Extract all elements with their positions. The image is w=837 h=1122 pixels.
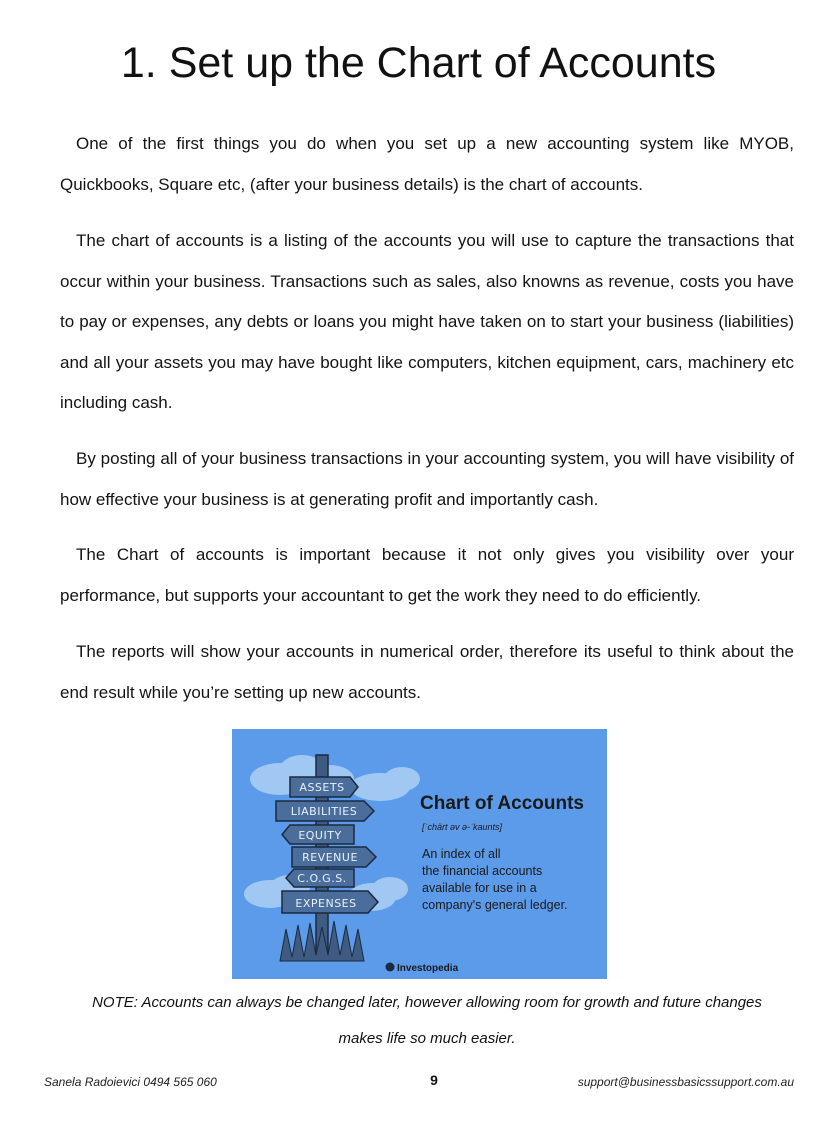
figure-heading: Chart of Accounts [420,793,584,814]
page-number: 9 [430,1072,438,1088]
sign-label-expenses: EXPENSES [295,897,357,910]
sign-label-revenue: REVENUE [302,851,358,864]
figure-definition-line-2: the financial accounts [422,864,543,878]
figure-pronunciation: [ˈchärt əv ə-ˈkaunts] [422,822,503,832]
figure-brand: Investopedia [397,963,459,974]
figure-definition-line-3: available for use in a [422,881,537,895]
figure-definition-line-1: An index of all [422,847,501,861]
grass-shape [280,921,364,961]
sign-label-assets: ASSETS [299,781,345,794]
paragraph-reports: The reports will show your accounts in numerical order, therefore its useful to think about the end result while you’re setting up new accounts. [60,642,794,702]
sign-label-cogs: C.O.G.S. [297,872,347,885]
paragraph-intro: One of the first things you do when you set up a new accounting system like MYOB, Quickbooks, Square etc, (after your business details) is the chart of accounts. [60,134,794,194]
investopedia-logo-icon [386,963,395,972]
footer-email: support@businessbasicssupport.com.au [577,1075,794,1089]
paragraph-importance: The Chart of accounts is important because it not only gives you visibility over your performance, but supports your accountant to get the work they need to do efficiently. [60,545,794,605]
note-line-2: makes life so much easier. [338,1030,516,1047]
figure-definition-line-4: company's general ledger. [422,898,568,912]
footer-author: Sanela Radoievici 0494 565 060 [44,1075,217,1089]
page-title: 1. Set up the Chart of Accounts [120,39,717,87]
note-line-1: NOTE: Accounts can always be changed later, however allowing room for growth and future changes [92,994,762,1011]
sign-label-liabilities: LIABILITIES [290,805,358,818]
paragraph-definition: The chart of accounts is a listing of the accounts you will use to capture the transactions that occur within your business. Transactions such as sales, also knowns as revenue, costs you have to pay or expenses, any debts or loans you might have taken on to start your business (liabilities) and all your assets you may have bought like computers, kitchen equipment, cars, machinery etc including cash. [60,231,794,412]
sign-label-equity: EQUITY [298,829,342,842]
chart-of-accounts-illustration [232,729,607,979]
paragraph-visibility: By posting all of your business transactions in your accounting system, you will have visibility of how effective your business is at generating profit and importantly cash. [60,449,794,509]
